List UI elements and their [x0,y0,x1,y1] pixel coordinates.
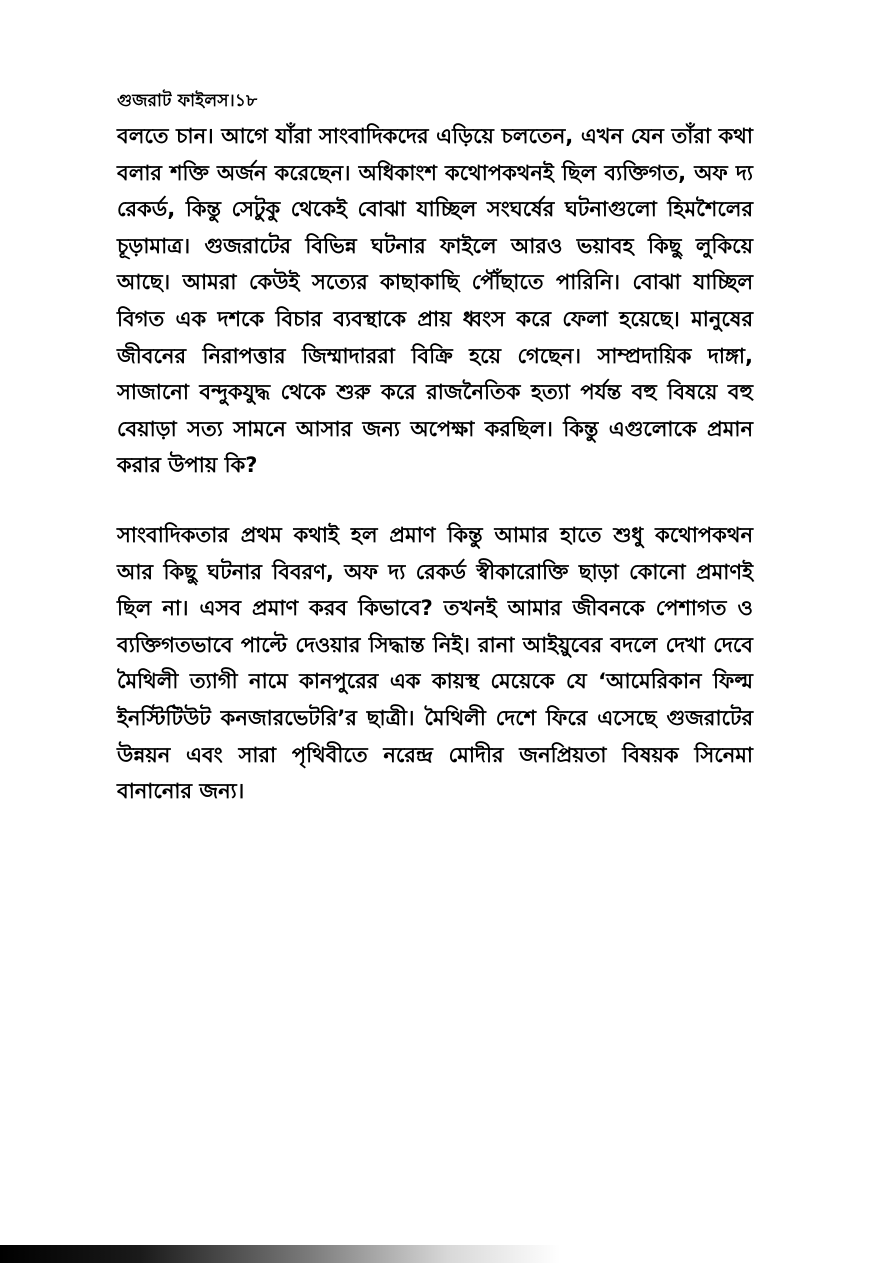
running-header: গুজরাট ফাইলস।১৮ [117,91,258,111]
footer-gradient-bar [0,1245,560,1263]
paragraph-2: সাংবাদিকতার প্রথম কথাই হল প্রমাণ কিন্তু আমার হাতে শুধু কথোপকথন আর কিছু ঘটনার বিবরণ, অফ দ্য রেকর্ড স্বীকারোক্তি ছাড়া কোনো প্রমাণই ছিল না। এসব প্রমাণ করব কিভাবে? তখনই আমার জীবনকে পেশাগত ও ব্যক্তিগতভাবে পাল্টে দেওয়ার সিদ্ধান্ত নিই। রানা আইয়ুবের বদলে দেখা দেবে মৈথিলী ত্যাগী নামে কানপুরের এক কায়স্থ মেয়েকে যে ‘আমেরিকান ফিল্ম ইনস্টিটিউট কনজারভেটরি’র ছাত্রী। মৈথিলী দেশে ফিরে এসেছে গুজরাটের উন্নয়ন এবং সারা পৃথিবীতে নরেন্দ্র মোদীর জনপ্রিয়তা বিষয়ক সিনেমা বানানোর জন্য। [117,523,753,804]
paragraph-1: বলতে চান। আগে যাঁরা সাংবাদিকদের এড়িয়ে চলতেন, এখন যেন তাঁরা কথা বলার শক্তি অর্জন করেছেন। অধিকাংশ কথোপকথনই ছিল ব্যক্তিগত, অফ দ্য রেকর্ড, কিন্তু সেটুকু থেকেই বোঝা যাচ্ছিল সংঘর্ষের ঘটনাগুলো হিমশৈলের চূড়ামাত্র। গুজরাটের বিভিন্ন ঘটনার ফাইলে আরও ভয়াবহ কিছু লুকিয়ে আছে। আমরা কেউই সত্যের কাছাকাছি পৌঁছাতে পারিনি। বোঝা যাচ্ছিল বিগত এক দশকে বিচার ব্যবস্থাকে প্রায় ধ্বংস করে ফেলা হয়েছে। মানুষের জীবনের নিরাপত্তার জিম্মাদাররা বিক্রি হয়ে গেছেন। সাম্প্রদায়িক দাঙ্গা, সাজানো বন্দুকযুদ্ধ থেকে শুরু করে রাজনৈতিক হত্যা পর্যন্ত বহু বিষয়ে বহু বেয়াড়া সত্য সামনে আসার জন্য অপেক্ষা করছিল। কিন্তু এগুলোকে প্রমান করার উপায় কি? [117,124,753,478]
